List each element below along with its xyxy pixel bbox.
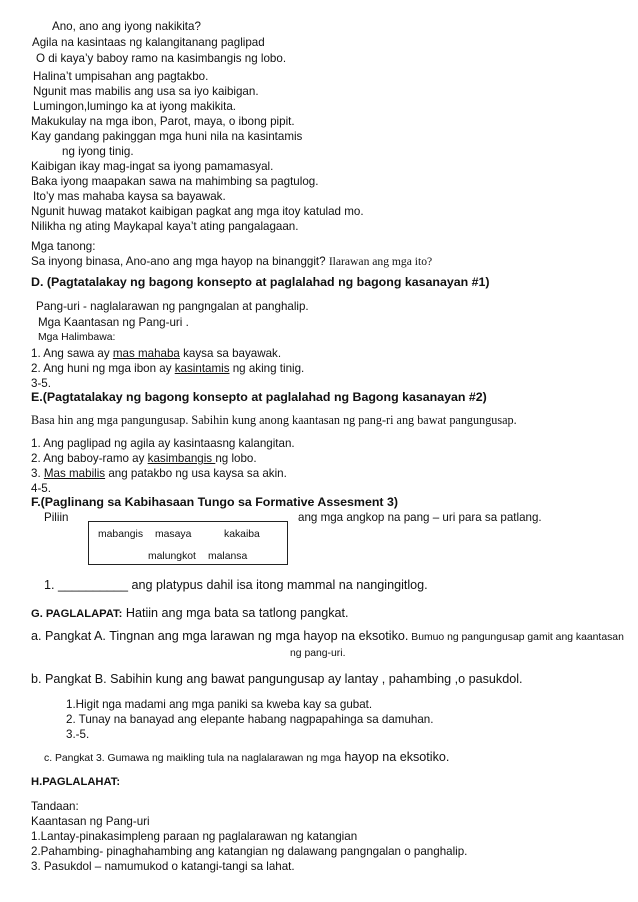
example-text: kaysa sa bayawak. <box>179 347 282 360</box>
section-f-item <box>44 578 428 593</box>
section-g-b: b. Pangkat B. Sabihin kung ang bawat pangungusap ay lantay , pahambing ,o pasukdol. <box>31 672 523 686</box>
poem-line: Baka iyong maapakan sawa na mahimbing sa pagtulog. <box>31 175 319 188</box>
section-h-heading: H.PAGLALAHAT: <box>31 776 121 788</box>
section-h-item: 2.Pahambing- pinaghahambing ang katangian ng dalawang pangngalan o panghalip. <box>31 845 468 858</box>
section-g-a-cont: ng pang-uri. <box>290 648 346 659</box>
section-g-b-item: 2. Tunay na banayad ang elepante habang nagpapahinga sa damuhan. <box>66 713 434 726</box>
section-g-heading <box>31 606 349 622</box>
section-e-item <box>31 451 257 466</box>
choice-word: masaya <box>155 529 192 540</box>
choice-word: malungkot <box>148 551 196 562</box>
section-f-heading: F.(Paglinang sa Kabihasaan Tungo sa Formative Assesment 3) <box>31 495 398 509</box>
answer-blank: 1. __________ <box>44 578 129 592</box>
poem-line: Ngunit huwag matakot kaibigan pagkat ang mga itoy katulad mo. <box>31 205 364 218</box>
questions-label: Mga tanong: <box>31 240 96 253</box>
item-text: ang platypus dahil isa itong mammal na nangingitlog. <box>128 578 428 592</box>
section-d-line: Pang-uri - naglalarawan ng pangngalan at panghalip. <box>36 300 309 313</box>
example-text: 2. Ang huni ng mga ibon ay <box>31 362 175 375</box>
poem-line: ng iyong tinig. <box>62 145 134 158</box>
poem-line: Kay gandang pakinggan mga huni nila na kasintamis <box>31 130 303 143</box>
section-d-example <box>31 361 304 376</box>
heading-rest: Hatiin ang mga bata sa tatlong pangkat. <box>122 606 349 620</box>
poem-line: O di kaya’y baboy ramo na kasimbangis ng lobo. <box>36 52 287 65</box>
poem-line: Agila na kasintaas ng kalangitanang paglipad <box>32 36 265 49</box>
questions-text <box>31 254 432 269</box>
c-small: c. Pangkat 3. Gumawa ng maikling tula na naglalarawan ng mga <box>44 753 341 764</box>
item-text: 3. <box>31 467 44 480</box>
poem-line: Makukulay na mga ibon, Parot, maya, o ibong pipit. <box>31 115 295 128</box>
item-underline: kasimbangis <box>147 452 216 465</box>
item-text: ng lobo. <box>215 452 257 465</box>
section-h-item: 1.Lantay-pinakasimpleng paraan ng paglalarawan ng katangian <box>31 830 358 843</box>
section-e-item: 1. Ang paglipad ng agila ay kasintaasng kalangitan. <box>31 437 295 450</box>
section-g-a <box>31 629 624 645</box>
heading-bold: G. PAGLALAPAT: <box>31 608 123 620</box>
poem-line: Ano, ano ang iyong nakikita? <box>52 20 201 33</box>
section-h-title: Kaantasan ng Pang-uri <box>31 815 150 828</box>
section-d-line: Mga Kaantasan ng Pang-uri . <box>38 316 189 329</box>
section-f-piliin: Piliin <box>44 511 69 524</box>
item-text: ang patakbo ng usa kaysa sa akin. <box>105 467 287 480</box>
section-g-b-item: 1.Higit nga madami ang mga paniki sa kweba kay sa gubat. <box>66 698 373 711</box>
section-e-item <box>31 466 287 481</box>
questions-serif: Ilarawan ang mga ito? <box>328 255 433 268</box>
section-h-item: 3. Pasukdol – namumukod o katangi-tangi sa lahat. <box>31 860 295 873</box>
section-h-tandaan: Tandaan: <box>31 800 79 813</box>
choice-word: kakaiba <box>224 529 260 540</box>
a-small: Bumuo ng pangungusap gamit ang kaantasan <box>408 632 624 643</box>
choice-word: malansa <box>208 551 248 562</box>
section-f-instruction: ang mga angkop na pang – uri para sa patlang. <box>298 511 542 524</box>
section-e-instruction: Basa hin ang mga pangungusap. Sabihin kung anong kaantasan ng pang-ri ang bawat pangungusap. <box>31 413 517 427</box>
section-d-heading: D. (Pagtatalakay ng bagong konsepto at paglalahad ng bagong kasanayan #1) <box>31 275 490 289</box>
item-underline: Mas mabilis <box>43 467 106 480</box>
section-e-heading: E.(Pagtatalakay ng bagong konsepto at paglalahad ng Bagong kasanayan #2) <box>31 390 487 404</box>
section-d-example: 3-5. <box>31 377 51 390</box>
poem-line: Nilikha ng ating Maykapal kaya’t ating pangalagaan. <box>31 220 299 233</box>
poem-line: Halina’t umpisahan ang pagtakbo. <box>33 70 209 83</box>
c-main: hayop na eksotiko. <box>340 750 450 764</box>
poem-line: Ito’y mas mahaba kaysa sa bayawak. <box>33 190 226 203</box>
example-text: 1. Ang sawa ay <box>31 347 113 360</box>
section-d-example <box>31 346 281 361</box>
poem-line: Lumingon,lumingo ka at iyong makikita. <box>33 100 236 113</box>
choice-word: mabangis <box>98 529 144 540</box>
item-text: 2. Ang baboy-ramo ay <box>31 452 148 465</box>
example-underline: kasintamis <box>174 362 230 375</box>
poem-line: Kaibigan ikay mag-ingat sa iyong pamamasyal. <box>31 160 274 173</box>
example-underline: mas mahaba <box>112 347 180 360</box>
example-text: ng aking tinig. <box>229 362 305 375</box>
section-g-b-item: 3.-5. <box>66 728 90 741</box>
a-main: a. Pangkat A. Tingnan ang mga larawan ng mga hayop na eksotiko. <box>31 629 409 643</box>
section-g-c <box>44 750 449 766</box>
poem-line: Ngunit mas mabilis ang usa sa iyo kaibigan. <box>33 85 259 98</box>
questions-prefix: Sa inyong binasa, Ano-ano ang mga hayop na binanggit? <box>31 255 329 268</box>
section-e-item: 4-5. <box>31 482 51 495</box>
section-d-line: Mga Halimbawa: <box>38 332 116 343</box>
